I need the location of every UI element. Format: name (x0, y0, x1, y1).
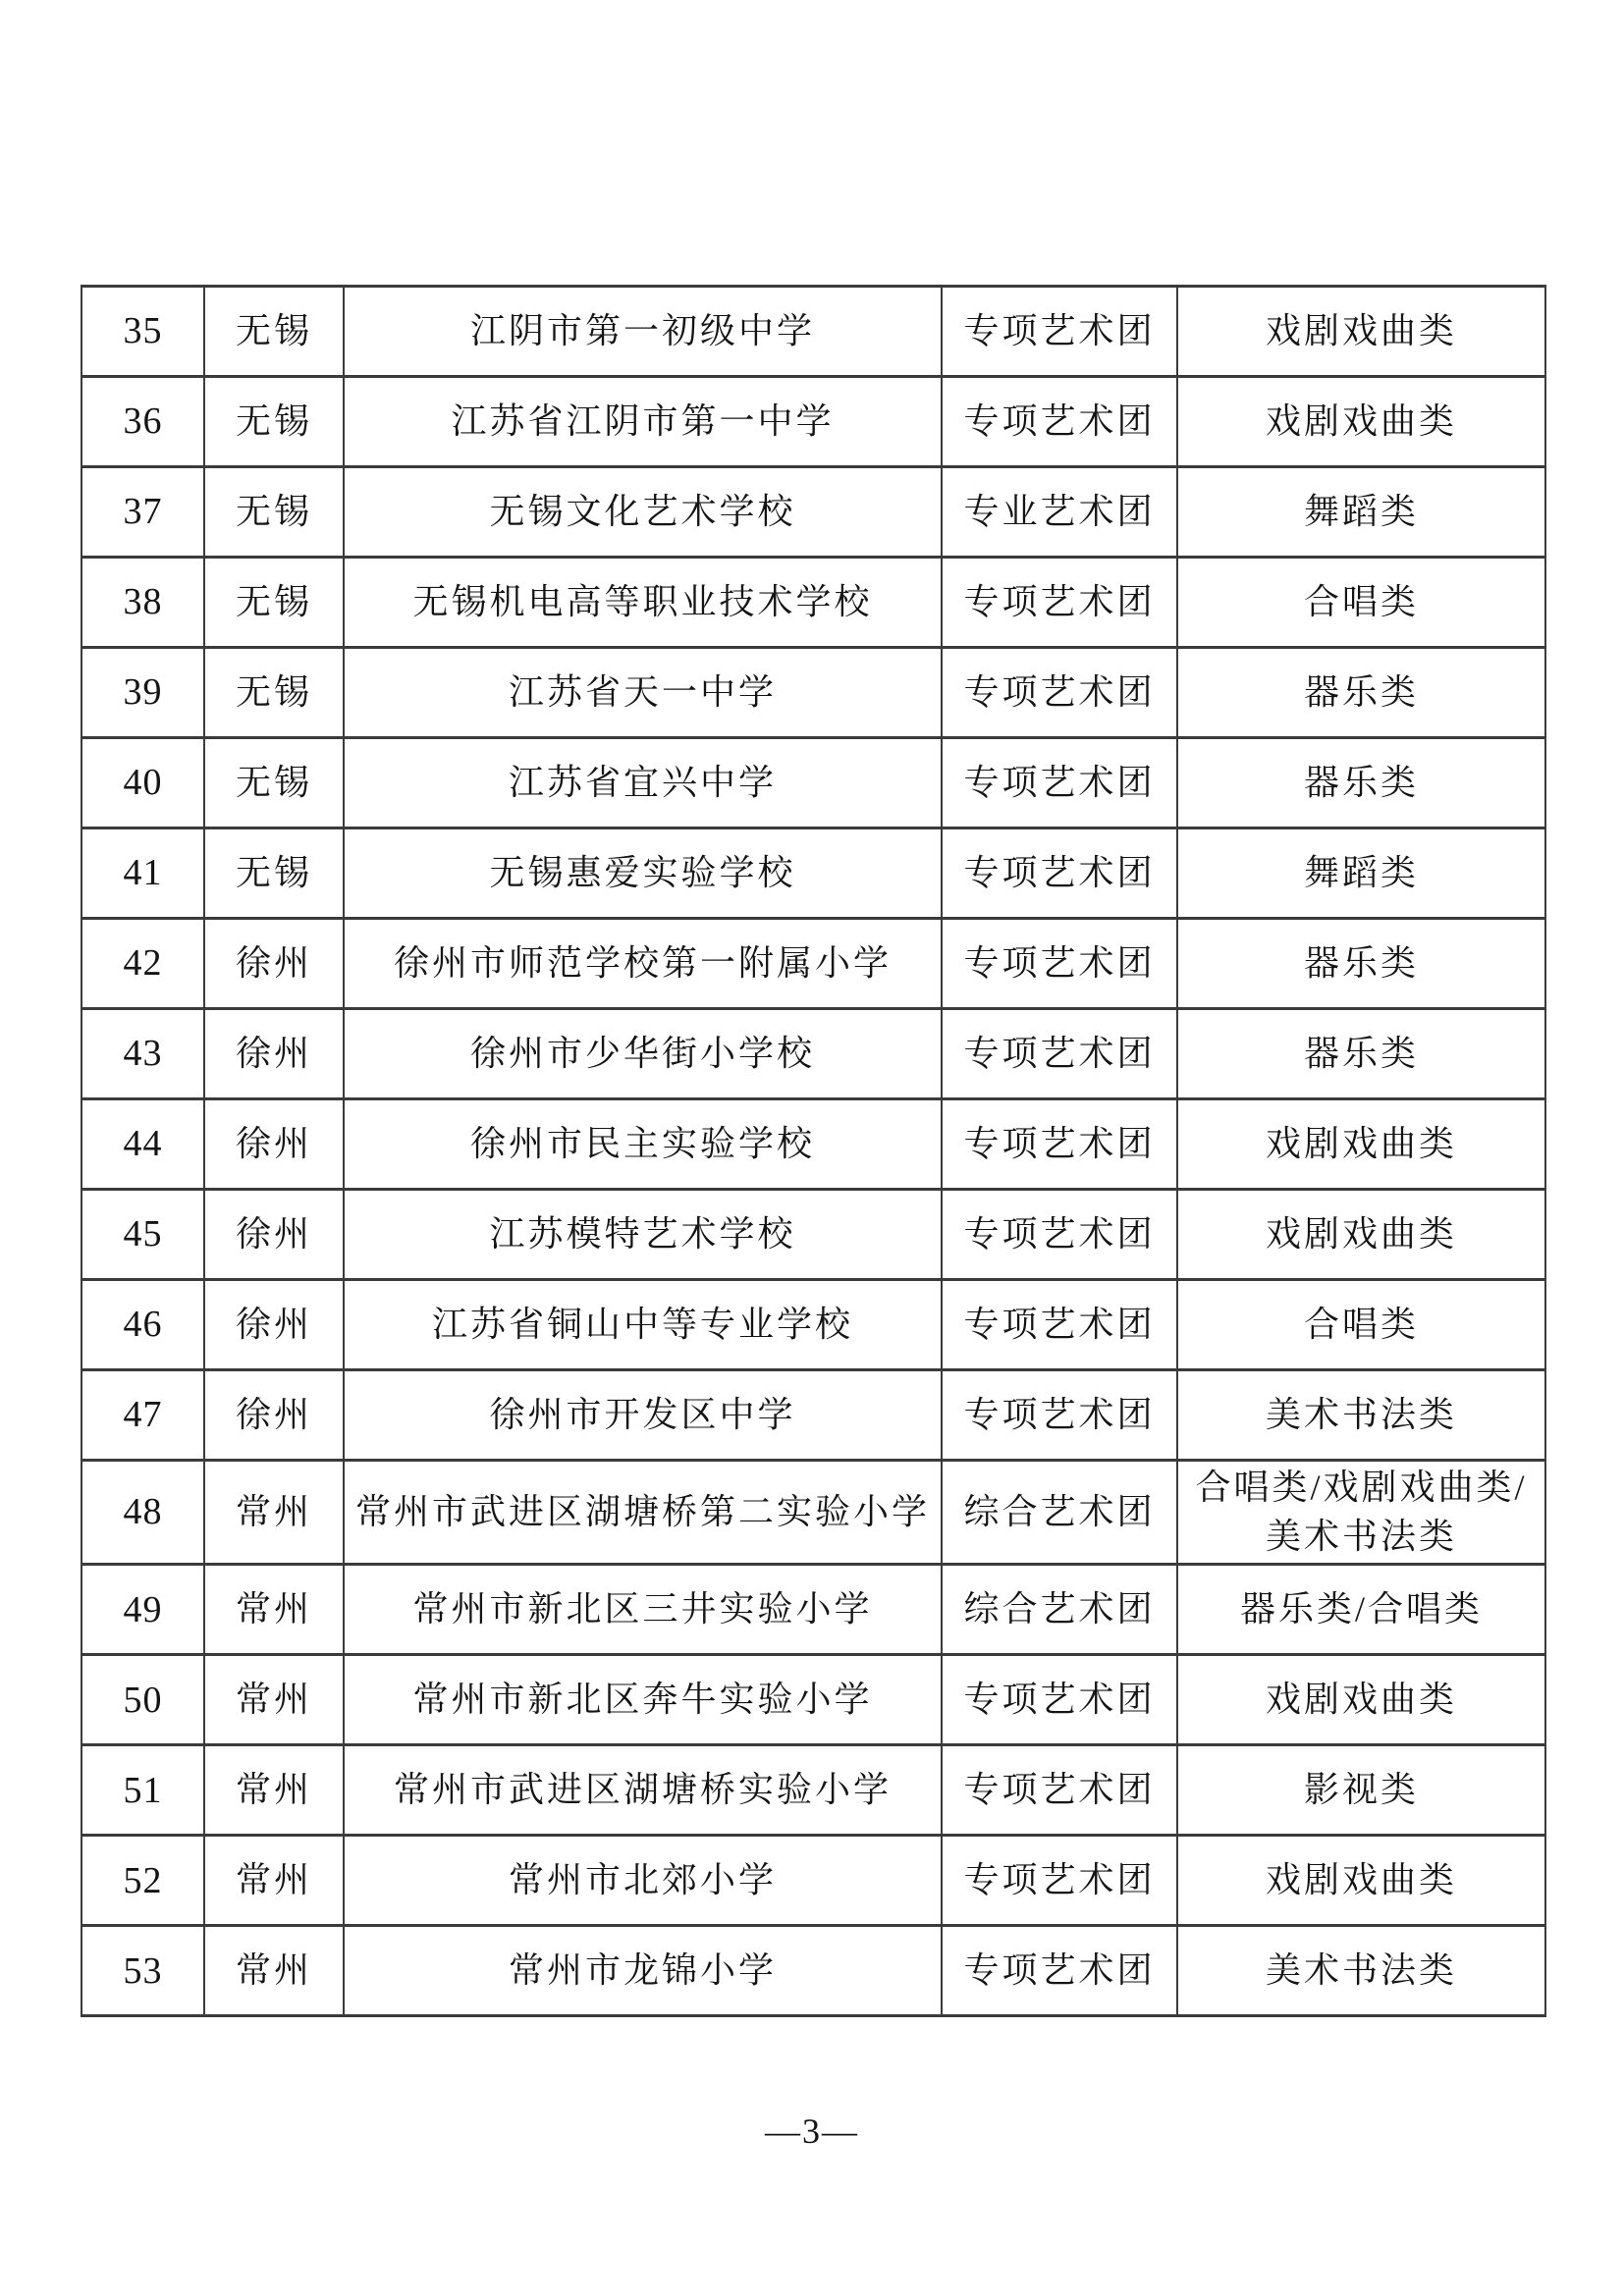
cell-city: 徐州 (204, 1370, 344, 1461)
cell-school-name: 无锡机电高等职业技术学校 (344, 558, 942, 648)
cell-school-name: 江苏省江阴市第一中学 (344, 377, 942, 467)
cell-troupe-type: 综合艺术团 (942, 1565, 1177, 1655)
cell-school-name: 常州市新北区奔牛实验小学 (344, 1655, 942, 1745)
cell-category: 戏剧戏曲类 (1177, 1655, 1545, 1745)
cell-row-number: 39 (81, 648, 204, 738)
cell-troupe-type: 专项艺术团 (942, 287, 1177, 377)
cell-city: 常州 (204, 1565, 344, 1655)
cell-city: 常州 (204, 1926, 344, 2016)
cell-category: 舞蹈类 (1177, 828, 1545, 919)
cell-city: 常州 (204, 1461, 344, 1565)
cell-row-number: 42 (81, 919, 204, 1009)
table-body (81, 287, 1545, 2016)
cell-row-number: 44 (81, 1099, 204, 1190)
cell-city: 徐州 (204, 1099, 344, 1190)
cell-row-number: 50 (81, 1655, 204, 1745)
cell-city: 徐州 (204, 1009, 344, 1099)
school-art-troupe-table (81, 285, 1546, 2017)
cell-school-name: 江苏省铜山中等专业学校 (344, 1280, 942, 1370)
cell-troupe-type: 专项艺术团 (942, 1370, 1177, 1461)
cell-category: 戏剧戏曲类 (1177, 1099, 1545, 1190)
cell-category: 戏剧戏曲类 (1177, 377, 1545, 467)
cell-troupe-type: 专项艺术团 (942, 1836, 1177, 1926)
cell-troupe-type: 专项艺术团 (942, 1190, 1177, 1280)
table-row (81, 558, 1545, 648)
cell-troupe-type: 专项艺术团 (942, 1745, 1177, 1836)
cell-troupe-type: 专项艺术团 (942, 1926, 1177, 2016)
cell-troupe-type: 专项艺术团 (942, 1099, 1177, 1190)
cell-city: 无锡 (204, 287, 344, 377)
cell-category: 戏剧戏曲类 (1177, 1836, 1545, 1926)
cell-school-name: 徐州市师范学校第一附属小学 (344, 919, 942, 1009)
cell-troupe-type: 专项艺术团 (942, 1009, 1177, 1099)
cell-row-number: 46 (81, 1280, 204, 1370)
cell-city: 常州 (204, 1836, 344, 1926)
cell-category: 合唱类 (1177, 558, 1545, 648)
cell-city: 无锡 (204, 377, 344, 467)
cell-school-name: 徐州市民主实验学校 (344, 1099, 942, 1190)
cell-category: 合唱类 (1177, 1280, 1545, 1370)
cell-category: 器乐类/合唱类 (1177, 1565, 1545, 1655)
table-row (81, 1099, 1545, 1190)
cell-category: 影视类 (1177, 1745, 1545, 1836)
table-row (81, 1190, 1545, 1280)
cell-row-number: 53 (81, 1926, 204, 2016)
cell-category: 美术书法类 (1177, 1926, 1545, 2016)
page-number: —3— (765, 2111, 859, 2151)
table-row (81, 1370, 1545, 1461)
table-row (81, 1745, 1545, 1836)
cell-city: 无锡 (204, 648, 344, 738)
cell-category: 器乐类 (1177, 919, 1545, 1009)
cell-school-name: 常州市武进区湖塘桥第二实验小学 (344, 1461, 942, 1565)
cell-category: 美术书法类 (1177, 1370, 1545, 1461)
cell-city: 常州 (204, 1745, 344, 1836)
cell-city: 无锡 (204, 738, 344, 828)
cell-row-number: 35 (81, 287, 204, 377)
cell-city: 无锡 (204, 467, 344, 558)
cell-troupe-type: 综合艺术团 (942, 1461, 1177, 1565)
table-row (81, 828, 1545, 919)
cell-row-number: 45 (81, 1190, 204, 1280)
cell-school-name: 常州市龙锦小学 (344, 1926, 942, 2016)
cell-city: 常州 (204, 1655, 344, 1745)
table-row (81, 1836, 1545, 1926)
cell-row-number: 41 (81, 828, 204, 919)
cell-troupe-type: 专项艺术团 (942, 558, 1177, 648)
table-row (81, 919, 1545, 1009)
cell-row-number: 38 (81, 558, 204, 648)
cell-category: 器乐类 (1177, 1009, 1545, 1099)
table-row (81, 1565, 1545, 1655)
cell-school-name: 无锡文化艺术学校 (344, 467, 942, 558)
cell-troupe-type: 专项艺术团 (942, 828, 1177, 919)
table-row (81, 738, 1545, 828)
cell-city: 徐州 (204, 1190, 344, 1280)
cell-school-name: 常州市武进区湖塘桥实验小学 (344, 1745, 942, 1836)
cell-school-name: 常州市新北区三井实验小学 (344, 1565, 942, 1655)
cell-city: 无锡 (204, 828, 344, 919)
cell-category: 戏剧戏曲类 (1177, 287, 1545, 377)
cell-troupe-type: 专项艺术团 (942, 648, 1177, 738)
cell-row-number: 49 (81, 1565, 204, 1655)
cell-category: 器乐类 (1177, 648, 1545, 738)
cell-school-name: 无锡惠爱实验学校 (344, 828, 942, 919)
cell-row-number: 37 (81, 467, 204, 558)
cell-troupe-type: 专项艺术团 (942, 919, 1177, 1009)
cell-school-name: 徐州市开发区中学 (344, 1370, 942, 1461)
cell-row-number: 36 (81, 377, 204, 467)
table-row (81, 1009, 1545, 1099)
cell-category: 器乐类 (1177, 738, 1545, 828)
cell-troupe-type: 专业艺术团 (942, 467, 1177, 558)
cell-school-name: 常州市北郊小学 (344, 1836, 942, 1926)
cell-row-number: 47 (81, 1370, 204, 1461)
table-row (81, 467, 1545, 558)
table-row (81, 1655, 1545, 1745)
cell-row-number: 51 (81, 1745, 204, 1836)
cell-troupe-type: 专项艺术团 (942, 1655, 1177, 1745)
table-row (81, 377, 1545, 467)
cell-school-name: 江阴市第一初级中学 (344, 287, 942, 377)
table-row (81, 287, 1545, 377)
cell-category: 舞蹈类 (1177, 467, 1545, 558)
table-row (81, 648, 1545, 738)
cell-row-number: 43 (81, 1009, 204, 1099)
cell-school-name: 江苏省天一中学 (344, 648, 942, 738)
cell-row-number: 48 (81, 1461, 204, 1565)
cell-school-name: 江苏省宜兴中学 (344, 738, 942, 828)
cell-city: 徐州 (204, 1280, 344, 1370)
cell-troupe-type: 专项艺术团 (942, 1280, 1177, 1370)
cell-row-number: 40 (81, 738, 204, 828)
cell-category: 合唱类/戏剧戏曲类/美术书法类 (1177, 1461, 1545, 1565)
cell-category: 戏剧戏曲类 (1177, 1190, 1545, 1280)
table-row (81, 1926, 1545, 2016)
cell-row-number: 52 (81, 1836, 204, 1926)
cell-city: 无锡 (204, 558, 344, 648)
table-row (81, 1461, 1545, 1565)
cell-school-name: 徐州市少华街小学校 (344, 1009, 942, 1099)
cell-city: 徐州 (204, 919, 344, 1009)
table-row (81, 1280, 1545, 1370)
cell-troupe-type: 专项艺术团 (942, 738, 1177, 828)
cell-troupe-type: 专项艺术团 (942, 377, 1177, 467)
cell-school-name: 江苏模特艺术学校 (344, 1190, 942, 1280)
